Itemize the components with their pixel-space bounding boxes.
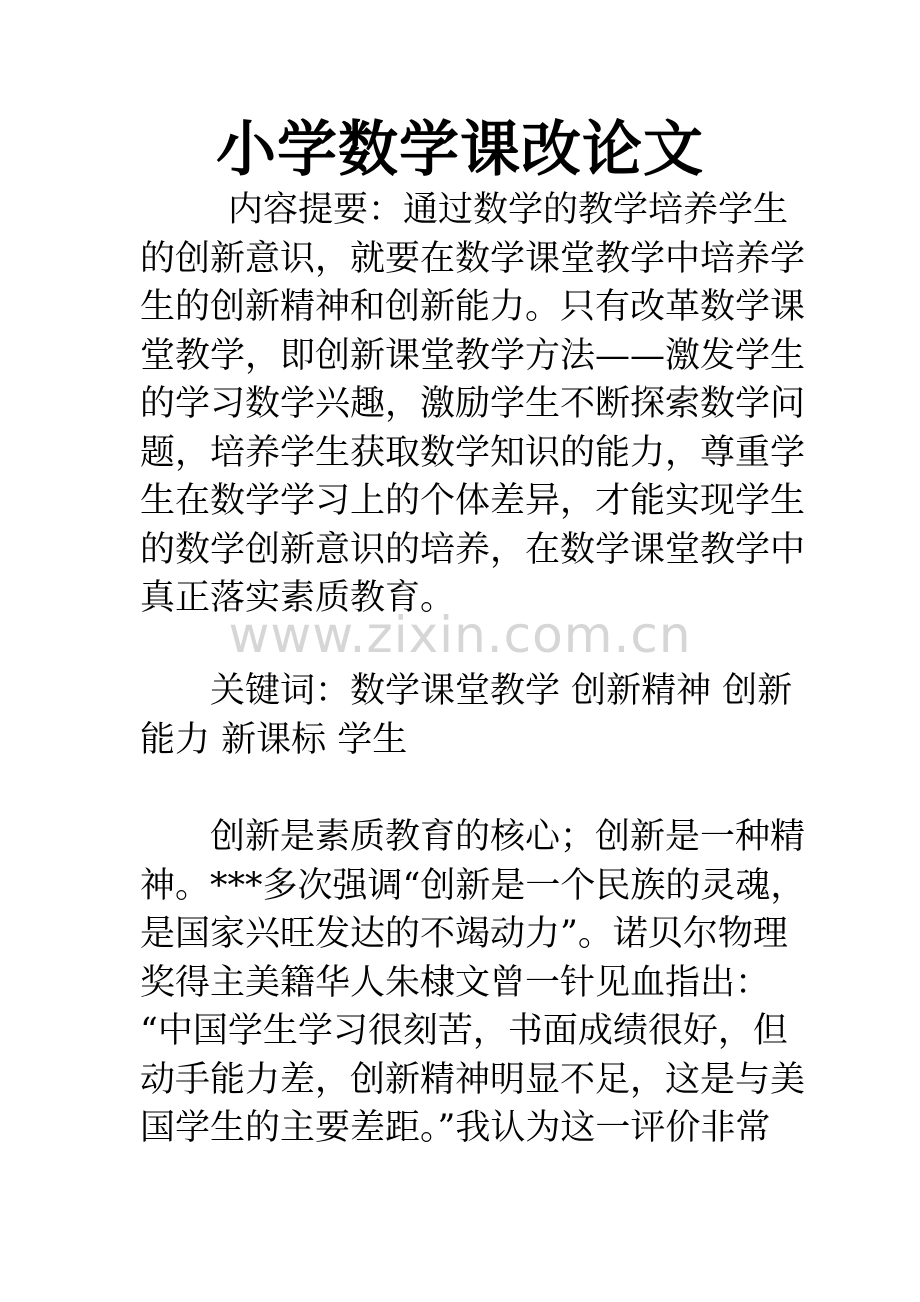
body-line: 创新是素质教育的核心；创新是一种精	[210, 817, 806, 857]
body-line: 神。***多次强调“创新是一个民族的灵魂，	[140, 865, 806, 906]
abstract-line: 的创新意识，就要在数学课堂教学中培养学	[140, 238, 806, 279]
abstract-line: 生的创新精神和创新能力。只有改革数学课	[140, 287, 806, 327]
abstract-line: 的数学创新意识的培养，在数学课堂教学中	[140, 529, 806, 570]
body-paragraph	[140, 813, 806, 1153]
abstract-line: 内容提要：通过数学的教学培养学生	[228, 190, 789, 230]
body-line: 奖得主美籍华人朱棣文曾一针见血指出：	[140, 962, 771, 1003]
abstract-line: 的学习数学兴趣，激励学生不断探索数学问	[140, 384, 806, 424]
abstract-line: 题，培养学生获取数学知识的能力，尊重学	[140, 432, 806, 473]
body-line: 国学生的主要差距。”我认为这一评价非常	[140, 1108, 771, 1148]
abstract-paragraph	[140, 186, 806, 623]
keywords-line: 关键词：数学课堂教学 创新精神 创新	[210, 671, 793, 711]
abstract-line: 生在数学学习上的个体差异，才能实现学生	[140, 481, 806, 521]
keywords-line: 能力 新课标 学生	[140, 719, 408, 760]
abstract-line: 真正落实素质教育。	[140, 578, 456, 618]
body-line: 动手能力差，创新精神明显不足，这是与美	[140, 1059, 806, 1100]
keywords-paragraph	[140, 667, 793, 764]
document-title: 小学数学课改论文	[216, 115, 704, 185]
body-line: “中国学生学习很刻苦，书面成绩很好，但	[140, 1011, 788, 1051]
abstract-line: 堂教学，即创新课堂教学方法——激发学生	[140, 335, 806, 376]
body-line: 是国家兴旺发达的不竭动力”。诺贝尔物理	[140, 914, 788, 954]
site-watermark: www.zixin.com.cn	[228, 606, 692, 664]
